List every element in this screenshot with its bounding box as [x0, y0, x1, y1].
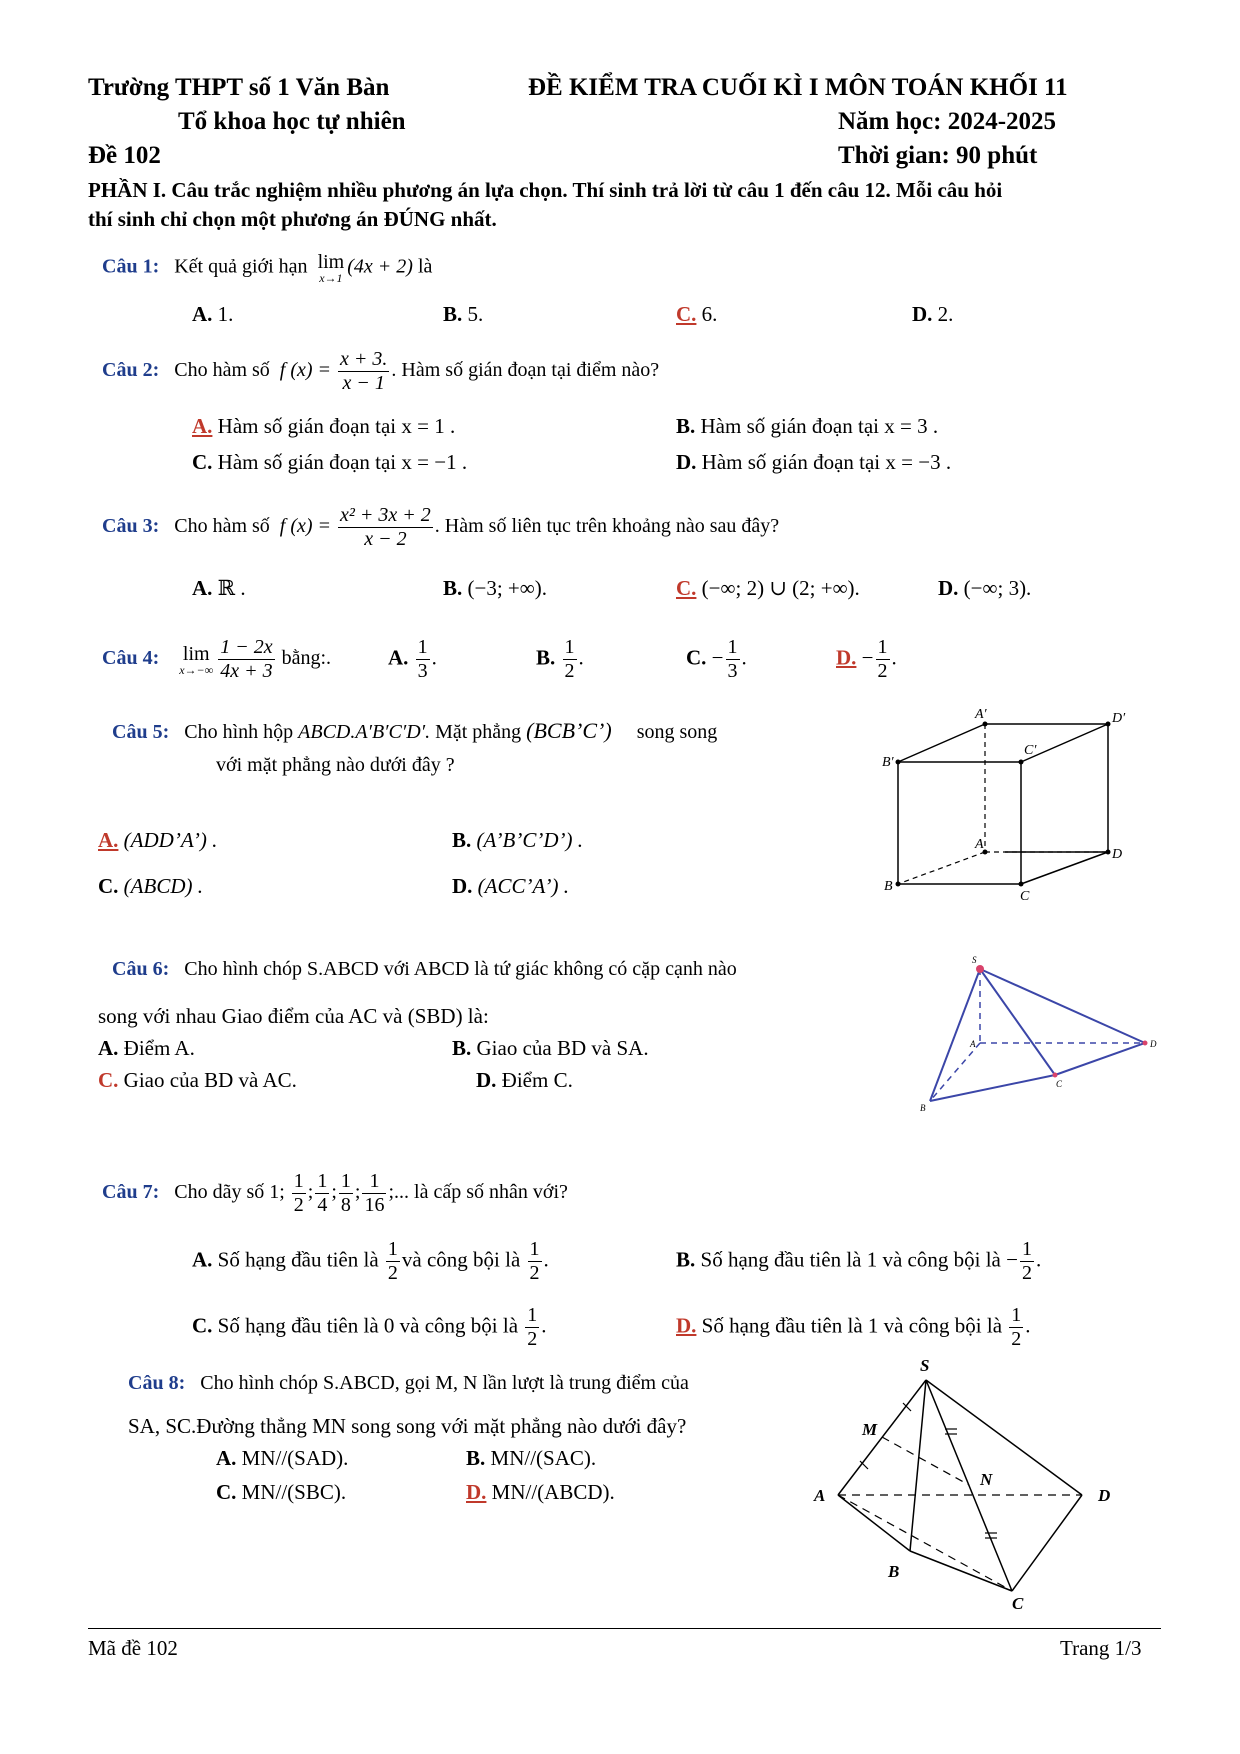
question-label: Câu 4: [102, 647, 160, 670]
part1-instruction-line1: PHẦN I. Câu trắc nghiệm nhiều phương án lựa chọn. Thí sinh trả lời từ câu 1 đến câu 12. Mỗi câu hỏi [88, 178, 1003, 202]
q2-option-c[interactable]: C. Hàm số gián đoạn tại x = −1 . [192, 450, 468, 474]
q5-option-b[interactable]: B. (A’B’C’D’) . [452, 828, 584, 852]
label-b: B [888, 1562, 900, 1581]
q7-option-d[interactable]: D. Số hạng đầu tiên là 1 và công bội là $\frac{1}{2}$ . [676, 1304, 1031, 1350]
question-label: Câu 2: [102, 359, 160, 382]
question-label: Câu 7: [102, 1181, 160, 1204]
q7-option-b[interactable]: B. Số hạng đầu tiên là 1 và công bội là − $\frac{1}{2}$ . [676, 1238, 1042, 1284]
correct-answer-marker: C. [676, 576, 697, 600]
q5-cube-figure [880, 700, 1126, 910]
limit-operator: lim x→−∞ [179, 642, 214, 677]
q1-option-a[interactable]: A. 1. [192, 302, 234, 326]
question-label: Câu 1: [102, 255, 160, 278]
question-1 [102, 252, 432, 284]
question-label: Câu 8: [128, 1372, 186, 1394]
label-c: C [1020, 889, 1030, 904]
correct-answer-marker: C. [98, 1068, 119, 1092]
school-name: Trường THPT số 1 Văn Bàn [88, 74, 390, 101]
function-fraction: $\frac{x + 3.}{x - 1}$ [340, 348, 388, 394]
q4-option-b[interactable]: B. $\frac{1}{2}$ . [536, 636, 584, 682]
exam-duration: Thời gian: 90 phút [838, 142, 1038, 169]
q6-pyramid-figure [900, 955, 1170, 1125]
question-label: Câu 6: [112, 958, 170, 980]
limit-expression: (4x + 2) [347, 255, 413, 278]
correct-answer-marker: D. [836, 645, 857, 670]
question-6: Câu 6: Cho hình chóp S.ABCD với ABCD là tứ giác không có cặp cạnh nào [112, 958, 737, 980]
question-label: Câu 5: [112, 721, 170, 743]
question-8-line2: SA, SC.Đường thẳng MN song song với mặt phẳng nào dưới đây? [128, 1414, 687, 1438]
q4-option-a[interactable]: A. $\frac{1}{3}$ . [388, 636, 437, 682]
q8-option-a[interactable]: A. MN//(SAD). [216, 1446, 349, 1470]
q7-option-a[interactable]: A. Số hạng đầu tiên là $\frac{1}{2}$ và công bội là $\frac{1}{2}$ . [192, 1238, 549, 1284]
label-n: N [980, 1470, 993, 1489]
label-d: D [1112, 847, 1123, 862]
footer-exam-code: Mã đề 102 [88, 1636, 178, 1660]
q4-option-c[interactable]: C. − $\frac{1}{3}$ . [686, 636, 747, 682]
label-a: A [975, 837, 984, 852]
correct-answer-marker: A. [192, 414, 213, 438]
label-d1: D′ [1112, 711, 1126, 726]
label-b: B [920, 1103, 926, 1113]
q8-option-b[interactable]: B. MN//(SAC). [466, 1446, 597, 1470]
q8-option-d[interactable]: D. MN//(ABCD). [466, 1480, 615, 1504]
label-c: C [1012, 1594, 1024, 1613]
q8-option-c[interactable]: C. MN//(SBC). [216, 1480, 347, 1504]
q5-option-c[interactable]: C. (ABCD) . [98, 874, 203, 898]
question-6-line2: song với nhau Giao điểm của AC và (SBD) là: [98, 1004, 489, 1028]
q1-option-d[interactable]: D. 2. [912, 302, 954, 326]
question-5: Câu 5: Cho hình hộp ABCD.A′B′C′D′. Mặt phẳng (BCB’C’) song song [112, 718, 718, 743]
question-7: Câu 7: Cho dãy số 1; $\frac{1}{2}$ ; $\frac{1}{4}$ ; $\frac{1}{8}$ ; $\frac{1}{16}$ ;... là cấp số nhân với? [102, 1170, 568, 1216]
q5-option-d[interactable]: D. (ACC’A’) . [452, 874, 570, 898]
label-s: S [972, 955, 977, 965]
label-b: B [884, 879, 893, 894]
limit-fraction: $\frac{1 - 2x}{4x + 3}$ [220, 636, 273, 682]
footer-page-number: Trang 1/3 [1060, 1636, 1142, 1660]
exam-code: Đề 102 [88, 142, 161, 169]
q3-option-c[interactable]: C. (−∞; 2) ∪ (2; +∞). [676, 576, 860, 600]
question-8: Câu 8: Cho hình chóp S.ABCD, gọi M, N lần lượt là trung điểm của [128, 1372, 689, 1394]
school-year: Năm học: 2024-2025 [838, 108, 1057, 135]
question-stem-end: là [417, 255, 433, 278]
q5-option-a[interactable]: A. (ADD’A’) . [98, 828, 218, 852]
q3-option-b[interactable]: B. (−3; +∞). [443, 576, 547, 600]
label-m: M [862, 1420, 878, 1439]
question-5-line2: với mặt phẳng nào dưới đây ? [216, 754, 455, 776]
label-a1: A′ [975, 707, 987, 722]
footer-divider [88, 1628, 1161, 1629]
label-c: C [1056, 1079, 1063, 1089]
question-label: Câu 3: [102, 515, 160, 538]
correct-answer-marker: D. [466, 1480, 487, 1504]
department-name: Tổ khoa học tự nhiên [178, 108, 406, 135]
label-s: S [920, 1356, 930, 1375]
function-fraction: $\frac{\text{x² + 3x + 2}}{x - 2}$ [340, 504, 431, 550]
q3-option-a[interactable]: A. ℝ . [192, 576, 246, 600]
label-b1: B′ [882, 755, 894, 770]
label-d: D [1150, 1039, 1157, 1049]
q1-option-b[interactable]: B. 5. [443, 302, 484, 326]
label-d: D [1098, 1486, 1111, 1505]
question-stem: Kết quả giới hạn [174, 255, 308, 278]
q3-option-d[interactable]: D. (−∞; 3). [938, 576, 1032, 600]
correct-answer-marker: C. [676, 302, 697, 326]
limit-operator: lim x→1 [317, 251, 345, 285]
label-a: A [970, 1039, 976, 1049]
q6-option-b[interactable]: B. Giao của BD và SA. [452, 1036, 649, 1060]
correct-answer-marker: D. [676, 1313, 697, 1338]
label-c1: C′ [1024, 743, 1037, 758]
question-4: Câu 4: lim x→−∞ $\frac{1 - 2x}{4x + 3}$ bằng:. [102, 636, 332, 682]
exam-title: ĐỀ KIỂM TRA CUỐI KÌ I MÔN TOÁN KHỐI 11 [528, 74, 1068, 101]
q2-option-a[interactable]: A. Hàm số gián đoạn tại x = 1 . [192, 414, 456, 438]
q7-option-c[interactable]: C. Số hạng đầu tiên là 0 và công bội là $\frac{1}{2}$ . [192, 1304, 547, 1350]
q6-option-d[interactable]: D. Điểm C. [476, 1068, 573, 1092]
q2-option-b[interactable]: B. Hàm số gián đoạn tại x = 3 . [676, 414, 939, 438]
question-3: Câu 3: Cho hàm số f (x) = $\frac{\text{x² + 3x + 2}}{x - 2}$ . Hàm số liên tục trên khoảng nào sau đây? [102, 504, 780, 550]
part1-instruction-line2: thí sinh chỉ chọn một phương án ĐÚNG nhất. [88, 207, 497, 231]
correct-answer-marker: A. [98, 828, 119, 852]
q6-option-c[interactable]: C. Giao của BD và AC. [98, 1068, 297, 1092]
label-a: A [814, 1486, 826, 1505]
q1-option-c[interactable]: C. 6. [676, 302, 718, 326]
q2-option-d[interactable]: D. Hàm số gián đoạn tại x = −3 . [676, 450, 952, 474]
q4-option-d[interactable]: D. − $\frac{1}{2}$ . [836, 636, 897, 682]
question-2: Câu 2: Cho hàm số f (x) = $\frac{x + 3.}{x - 1}$ . Hàm số gián đoạn tại điểm nào? [102, 348, 660, 394]
q8-pyramid-figure [800, 1355, 1140, 1613]
q6-option-a[interactable]: A. Điểm A. [98, 1036, 195, 1060]
